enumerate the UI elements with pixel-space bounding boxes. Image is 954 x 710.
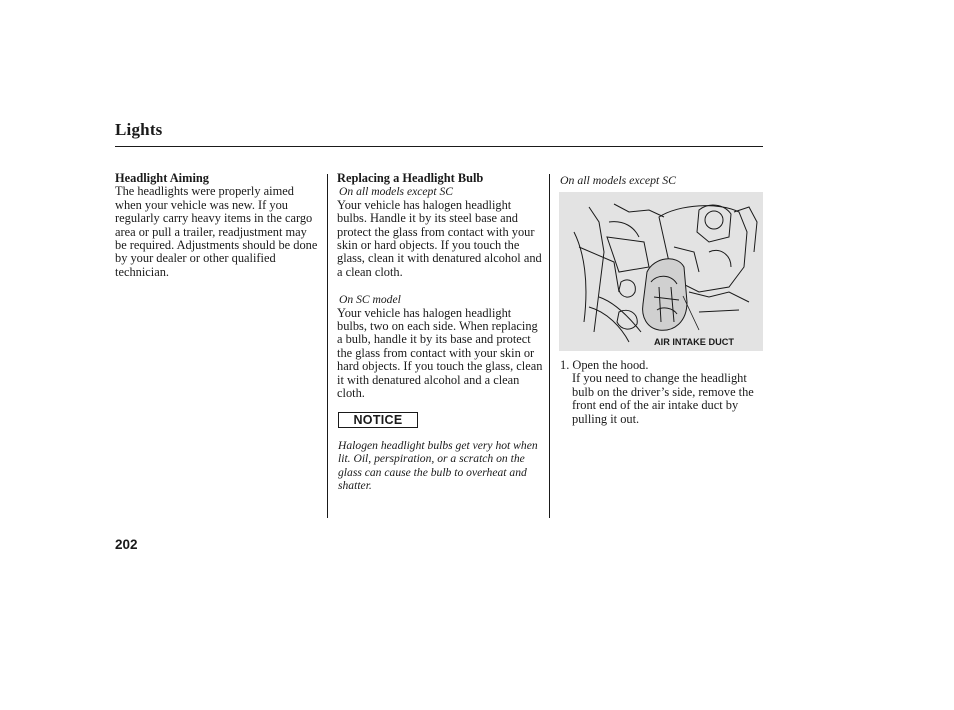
page-number: 202	[115, 537, 138, 552]
step-1-title: 1. Open the hood.	[560, 358, 649, 372]
step-1-body: If you need to change the headlight bulb on the driver’s side, remove the front end of the air intake duct by pulling it out.	[572, 371, 754, 426]
body-sc-model: Your vehicle has halogen headlight bulbs, two on each side. When replacing a bulb, handle it by its base and protect the glass from contact with your skin or hard objects. If you touch the glass, clean it with denatured alcohol and a clean cloth.	[337, 305, 543, 401]
title-rule	[115, 146, 763, 147]
step-list	[560, 359, 765, 426]
figure-caption: On all models except SC	[560, 173, 676, 187]
headlight-aiming-body: The headlights were properly aimed when your vehicle was new. If you regularly carry heavy items in the cargo area or pull a trailer, readjustment may be required. Adjustments should be done by your dealer or other qualified technician.	[115, 184, 318, 279]
notice-text: Halogen headlight bulbs get very hot when lit. Oil, perspiration, or a scratch on the glass can cause the bulb to overheat and shatter.	[338, 439, 538, 493]
engine-illustration-svg	[559, 192, 763, 351]
notice-badge: NOTICE	[338, 412, 418, 428]
column-divider-2	[549, 174, 550, 518]
air-intake-duct-label: AIR INTAKE DUCT	[654, 337, 734, 347]
subheading-except-sc: On all models except SC	[339, 185, 453, 199]
page-title: Lights	[115, 120, 163, 139]
column-headlight-aiming	[115, 172, 320, 279]
column-divider-1	[327, 174, 328, 518]
subheading-sc-model: On SC model	[339, 293, 401, 307]
body-except-sc: Your vehicle has halogen headlight bulbs. Handle it by its steel base and protect the glass from contact with your skin or hard objects. If you touch the glass, clean it with denatured alcohol and a clean cloth.	[337, 197, 542, 279]
column-replacing-bulb	[337, 172, 543, 401]
engine-bay-illustration	[559, 192, 763, 351]
headlight-aiming-heading: Headlight Aiming	[115, 171, 209, 185]
replacing-bulb-heading: Replacing a Headlight Bulb	[337, 171, 484, 185]
